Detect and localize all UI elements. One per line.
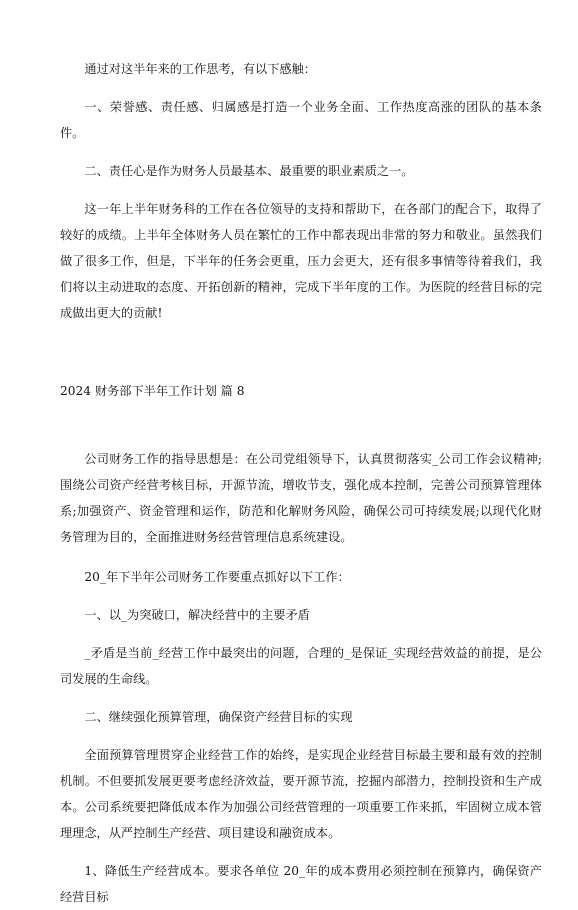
paragraph-work-focus: 20_年下半年公司财务工作要重点抓好以下工作： — [84, 570, 350, 584]
paragraph-guiding-idea: 公司财务工作的指导思想是：在公司党组领导下，认真贯彻落实_公司工作会议精神;围绕公司资产经营考核目标，开源节流，增收节支，强化成本控制，完善公司预算管理体系;加强资产、资金管理和运作，防范和化解财务风险，确保公司可持续发展;以现代化财务管理为目的，全面推进财务经营管理信息系统建设。 — [60, 452, 542, 544]
section-heading: 2024 财务部下半年工作计划 篇 8 — [60, 384, 245, 398]
paragraph-point-one: 一、荣誉感、责任感、归属感是打造一个业务全面、工作热度高涨的团队的基本条件。 — [60, 100, 542, 140]
paragraph-point-two: 二、责任心是作为财务人员最基本、最重要的职业素质之一。 — [84, 164, 414, 178]
paragraph-summary: 这一年上半年财务科的工作在各位领导的支持和帮助下，在各部门的配合下，取得了较好的成绩。上半年全体财务人员在繁忙的工作中都表现出非常的努力和敬业。虽然我们做了很多工作，但是，下半年的任务会更重，压力会更大，还有很多事情等待着我们，我们将以主动进取的态度、开拓创新的精神，完成下半年度的工作。为医院的经营目标的完成做出更大的贡献! — [60, 202, 542, 320]
paragraph-item-one-title: 一、以_为突破口，解决经营中的主要矛盾 — [84, 608, 310, 622]
paragraph-item-one-body: _矛盾是当前_经营工作中最突出的问题，合理的_是保证_实现经营效益的前提，是公司发展的生命线。 — [60, 646, 542, 686]
paragraph-reflection-intro: 通过对这半年来的工作思考，有以下感触： — [84, 62, 316, 76]
paragraph-cost-reduction: 1、降低生产经营成本。要求各单位 20_年的成本费用必须控制在预算内，确保资产经营目标 — [60, 864, 542, 904]
paragraph-item-two-title: 二、继续强化预算管理，确保资产经营目标的实现 — [84, 710, 353, 724]
paragraph-item-two-body: 全面预算管理贯穿企业经营工作的始终，是实现企业经营目标最主要和最有效的控制机制。不但要抓发展更要考虑经济效益，要开源节流，挖掘内部潜力，控制投资和生产成本。公司系统要把降低成本作为加强公司经营管理的一项重要工作来抓，牢固树立成本管理理念，从严控制生产经营、项目建设和融资成本。 — [60, 748, 542, 840]
